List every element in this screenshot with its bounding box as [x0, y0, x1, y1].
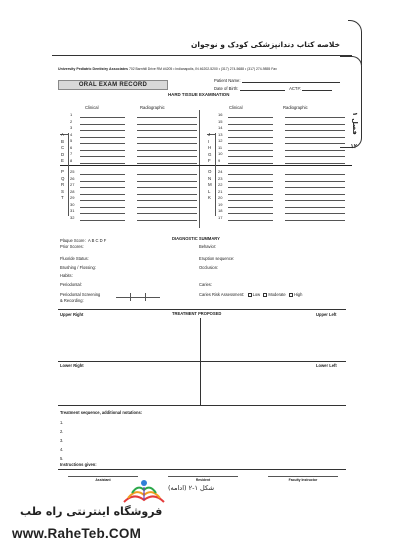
tooth-number: 24 [218, 169, 223, 174]
tooth-row-19[interactable] [218, 202, 358, 208]
tooth-row-12[interactable] [218, 138, 358, 144]
primary-tooth-letter: O [208, 169, 212, 174]
risk-high-checkbox[interactable] [289, 293, 293, 297]
tooth-number: 25 [70, 169, 75, 174]
treatment-bottom-rule [58, 405, 346, 406]
tooth-number: 15 [218, 118, 223, 124]
caries-label: Caries: [199, 282, 212, 287]
tooth-row-6[interactable] [70, 145, 210, 151]
primary-tooth-letter: F [208, 158, 211, 163]
assistant-sig-line[interactable] [68, 476, 138, 477]
tooth-row-28[interactable] [70, 189, 210, 195]
diagnostic-title: DIAGNOSTIC SUMMARY [172, 236, 220, 241]
risk-low-label: Low [252, 292, 261, 297]
tooth-row-8[interactable] [70, 158, 210, 164]
risk-moderate-label: Moderate [268, 292, 286, 297]
book-title: خلاصه کتاب دندانپزشکی کودک و نوجوان [190, 40, 340, 49]
chart-arch-divider [60, 165, 352, 166]
tooth-number: 29 [70, 195, 75, 200]
tooth-row-9[interactable] [218, 158, 358, 164]
primary-tooth-letter: S [61, 188, 64, 194]
tooth-number: 17 [218, 214, 223, 220]
primary-tooth-letter: R [61, 182, 65, 187]
risk-low-checkbox[interactable] [248, 293, 252, 297]
tooth-row-1[interactable] [70, 112, 210, 118]
tooth-row-4[interactable] [70, 132, 210, 138]
lower-left-label: Lower Left [316, 363, 337, 368]
radiographic-entry-line[interactable] [137, 163, 197, 164]
patient-name-label: Patient Name: [214, 78, 241, 83]
radiographic-header-right: Radiographic [283, 105, 308, 110]
perio-grid-v1 [130, 293, 131, 301]
patient-name-field [214, 78, 340, 83]
dob-line[interactable] [240, 86, 285, 91]
tooth-number: 6 [70, 144, 73, 150]
assistant-label: Assistant [95, 478, 111, 482]
tooth-row-22[interactable] [218, 182, 358, 188]
clinical-entry-line[interactable] [228, 220, 273, 221]
tooth-row-10[interactable] [218, 151, 358, 157]
tooth-row-26[interactable] [70, 176, 210, 182]
clinical-entry-line[interactable] [80, 163, 125, 164]
clinical-entry-line[interactable] [80, 220, 125, 221]
tooth-row-21[interactable] [218, 189, 358, 195]
sequence-item[interactable]: 3. [60, 438, 64, 443]
tooth-row-11[interactable] [218, 145, 358, 151]
instructions-label: Instructions given: [60, 462, 97, 467]
tooth-chart [60, 110, 360, 230]
tooth-number: 1 [70, 112, 73, 117]
sequence-item[interactable]: 5. [60, 456, 64, 461]
tooth-row-31[interactable] [70, 208, 210, 214]
tooth-number: 30 [70, 201, 75, 207]
primary-tooth-letter: C [61, 145, 65, 150]
tooth-row-32[interactable] [70, 215, 210, 221]
risk-high-label: High [293, 292, 303, 297]
faculty-sig-line[interactable] [268, 476, 338, 477]
association-name: University Pediatric Dentistry Associates [58, 67, 128, 71]
sequence-label: Treatment sequence, additional notations: [60, 410, 143, 415]
tooth-row-17[interactable] [218, 215, 358, 221]
tooth-row-20[interactable] [218, 195, 358, 201]
tooth-row-23[interactable] [218, 176, 358, 182]
tooth-row-24[interactable] [218, 169, 358, 175]
tooth-number: 11 [218, 144, 223, 150]
tooth-number: 32 [70, 214, 75, 220]
caries-risk [199, 292, 302, 297]
treatment-top-rule [58, 309, 346, 310]
primary-tooth-letter: A [61, 132, 64, 137]
form-title: ORAL EXAM RECORD [58, 80, 168, 90]
tooth-number: 19 [218, 201, 223, 207]
tooth-number: 12 [218, 138, 223, 143]
perio-screening-label: Periodontal Screening [60, 292, 101, 297]
recording-label: & Recording: [60, 298, 84, 303]
header-rule [52, 55, 352, 56]
tooth-row-7[interactable] [70, 151, 210, 157]
plaque-grades[interactable]: A B C D F [88, 238, 107, 243]
tooth-row-2[interactable] [70, 119, 210, 125]
sequence-item[interactable]: 1. [60, 420, 64, 425]
resident-sig-line[interactable] [168, 476, 238, 477]
treatment-horizontal [58, 361, 346, 362]
tooth-number: 22 [218, 182, 223, 187]
primary-tooth-letter: B [61, 138, 64, 144]
fluoride-label: Fluoride Status: [60, 256, 89, 261]
tooth-number: 10 [218, 151, 223, 156]
tooth-number: 28 [70, 188, 75, 194]
tooth-number: 2 [70, 118, 73, 124]
tooth-row-14[interactable] [218, 125, 358, 131]
primary-tooth-letter: L [208, 188, 211, 194]
primary-tooth-letter: M [208, 182, 212, 187]
book-logo-icon [120, 478, 168, 506]
watermark-english[interactable]: www.RaheTeb.COM [12, 526, 142, 541]
primary-tooth-letter: E [61, 158, 64, 163]
instructions-rule [58, 469, 346, 470]
risk-moderate-checkbox[interactable] [263, 293, 267, 297]
patient-name-line[interactable] [242, 78, 340, 83]
dob-label: Date of Birth: [214, 86, 239, 91]
treatment-title: TREATMENT PROPOSED [172, 311, 222, 316]
radiographic-header-left: Radiographic [140, 105, 165, 110]
watermark-persian: فروشگاه اینترنتی راه طب [20, 505, 163, 518]
association-address: 702 Barnhill Drive RM #4205 • Indianapolis, IN 46202-5200 • (317) 274-5688 • (317) 274-9855 Fax [128, 67, 277, 71]
tooth-number: 27 [70, 182, 75, 187]
tooth-number: 9 [218, 157, 221, 163]
tooth-number: 3 [70, 125, 73, 130]
treatment-vertical [200, 318, 201, 406]
figure-caption: شکل ۱-۲ (ادامه) [168, 484, 215, 492]
tooth-number: 20 [218, 195, 223, 200]
behavior-label: Behavior: [199, 244, 217, 249]
perio-grid-v2 [145, 293, 146, 301]
association-line [58, 67, 277, 71]
hard-tissue-title: HARD TISSUE EXAMINATION [168, 92, 230, 97]
tooth-number: 31 [70, 208, 75, 213]
primary-tooth-letter: J [208, 132, 211, 137]
radiographic-entry-line[interactable] [285, 163, 345, 164]
radiographic-entry-line[interactable] [285, 220, 345, 221]
primary-tooth-letter: K [208, 195, 211, 200]
tooth-row-29[interactable] [70, 195, 210, 201]
tooth-row-16[interactable] [218, 112, 358, 118]
primary-tooth-letter: G [208, 151, 212, 157]
tooth-row-27[interactable] [70, 182, 210, 188]
occlusion-label: Occlusion: [199, 265, 219, 270]
left-letter-rule [68, 133, 69, 216]
primary-tooth-letter: P [61, 169, 64, 174]
tooth-number: 8 [70, 157, 73, 163]
primary-tooth-letter: H [208, 145, 212, 150]
sequence-item[interactable]: 4. [60, 447, 64, 452]
tooth-number: 7 [70, 151, 73, 156]
tooth-number: 4 [70, 131, 73, 137]
perio-sextant-grid[interactable] [116, 293, 160, 301]
periodontal-label: Periodontal: [60, 282, 82, 287]
tooth-number: 14 [218, 125, 223, 130]
tooth-row-13[interactable] [218, 132, 358, 138]
eruption-label: Eruption sequence: [199, 256, 235, 261]
tooth-row-30[interactable] [70, 202, 210, 208]
tooth-row-18[interactable] [218, 208, 358, 214]
primary-tooth-letter: T [61, 195, 64, 200]
tooth-row-15[interactable] [218, 119, 358, 125]
tooth-row-3[interactable] [70, 125, 210, 131]
right-letter-rule [215, 133, 216, 216]
clinical-entry-line[interactable] [228, 163, 273, 164]
tooth-number: 21 [218, 188, 223, 194]
act-line[interactable] [302, 86, 332, 91]
clinical-header-left: Clinical [85, 105, 99, 110]
risk-label: Caries Risk Assessment: [199, 292, 245, 297]
plaque-score [60, 238, 106, 243]
chapter-label: فصل ۱ [351, 112, 359, 135]
lower-right-label: Lower Right [60, 363, 84, 368]
tooth-number: 13 [218, 131, 223, 137]
tooth-number: 26 [70, 175, 75, 181]
radiographic-entry-line[interactable] [137, 220, 197, 221]
primary-tooth-letter: Q [61, 175, 65, 181]
tooth-number: 18 [218, 208, 223, 213]
tooth-row-5[interactable] [70, 138, 210, 144]
primary-tooth-letter: N [208, 175, 212, 181]
tooth-number: 23 [218, 175, 223, 181]
upper-left-label: Upper Left [316, 312, 337, 317]
clinical-header-right: Clinical [229, 105, 243, 110]
tooth-number: 16 [218, 112, 223, 117]
resident-label: Resident [195, 478, 211, 482]
prior-scores-label: Prior Scores: [60, 244, 84, 249]
dob-field [214, 86, 332, 91]
primary-tooth-letter: I [208, 138, 210, 144]
primary-tooth-letter: D [61, 151, 65, 157]
tooth-number: 5 [70, 138, 73, 143]
act-label: ACT#: [289, 86, 301, 91]
habits-label: Habits: [60, 273, 73, 278]
upper-right-label: Upper Right [60, 312, 84, 317]
brushing-label: Brushing / Flossing: [60, 265, 96, 270]
faculty-label: Faculty Instructor [288, 478, 318, 482]
plaque-score-label: Plaque Score: [60, 238, 86, 243]
page-number: ۱۲ [350, 144, 357, 150]
tooth-row-25[interactable] [70, 169, 210, 175]
sequence-item[interactable]: 2. [60, 429, 64, 434]
perio-grid-h [116, 297, 160, 298]
